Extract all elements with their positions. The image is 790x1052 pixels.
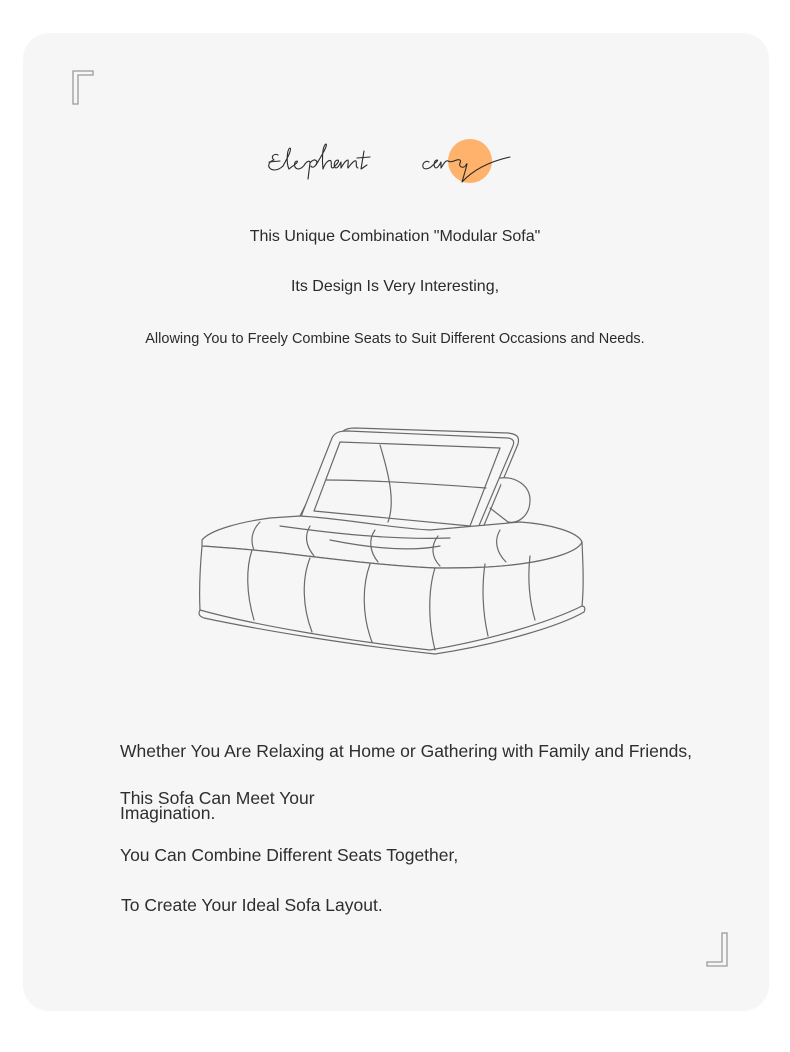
intro-line-3: Allowing You to Freely Combine Seats to Suit Different Occasions and Needs.: [145, 331, 645, 347]
corner-bracket-top-left-icon: [72, 70, 96, 106]
body-line-4: To Create Your Ideal Sofa Layout.: [121, 895, 383, 915]
body-line-2a: This Sofa Can Meet Your: [120, 788, 315, 808]
intro-line-2: Its Design Is Very Interesting,: [290, 278, 500, 295]
intro-line-1: This Unique Combination "Modular Sofa": [249, 228, 541, 245]
body-line-2b: Imagination.: [120, 803, 216, 823]
brand-logo: [264, 135, 514, 187]
body-line-3: You Can Combine Different Seats Together,: [120, 845, 459, 865]
corner-bracket-bottom-right-icon: [704, 931, 728, 967]
modular-sofa-icon: [190, 418, 590, 658]
body-line-1: Whether You Are Relaxing at Home or Gathering with Family and Friends,: [120, 741, 692, 761]
